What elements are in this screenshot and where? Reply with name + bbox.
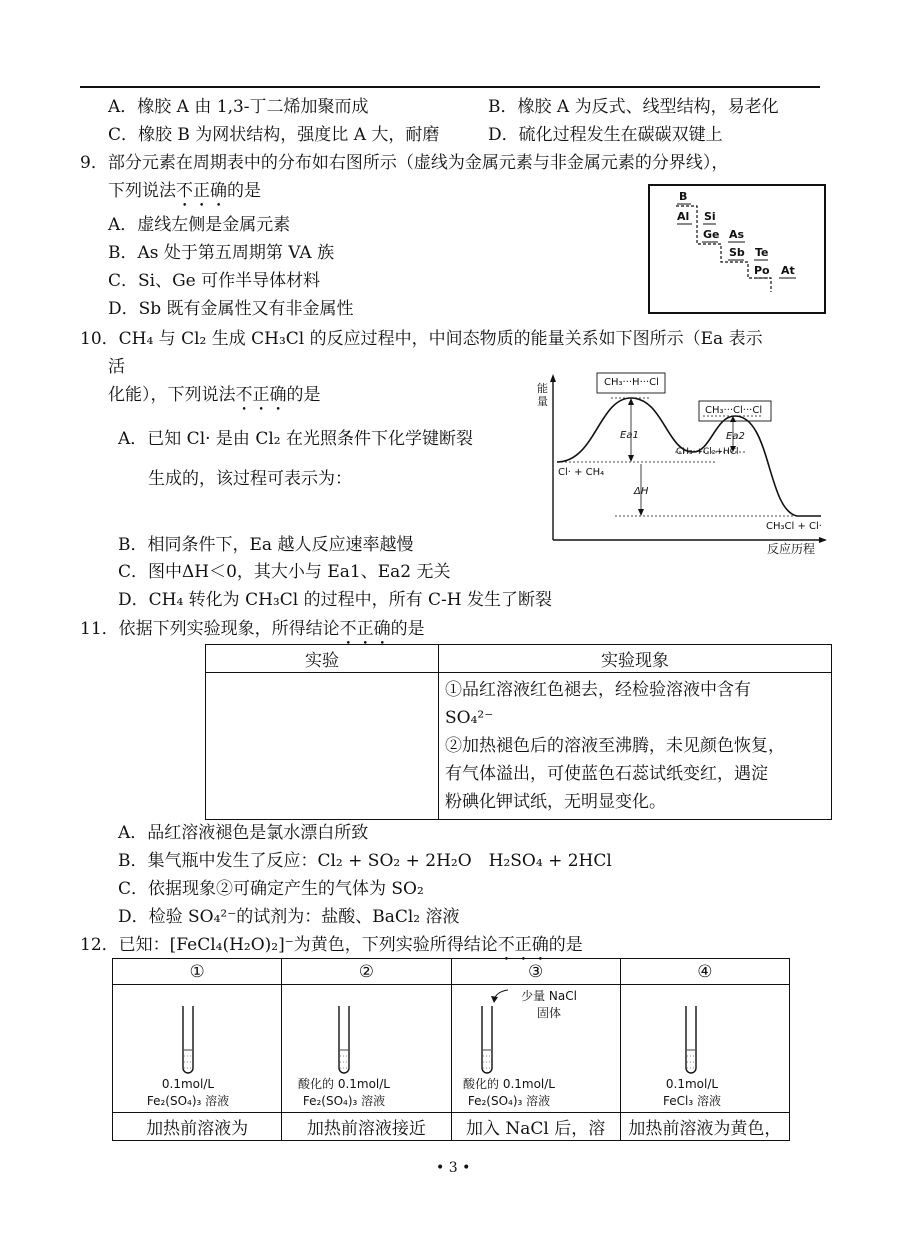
element-ge: Ge	[703, 228, 720, 241]
q11-col-experiment: 实验	[206, 645, 439, 673]
q9-option-b: B．As 处于第五周期第 VA 族	[108, 243, 335, 263]
q12-header-1: ①	[113, 959, 282, 985]
chart-end-label: CH₃Cl + Cl·	[766, 521, 822, 532]
q12-row-1: 加热前溶液为	[113, 1113, 282, 1141]
q10-option-b: B．相同条件下，Ea 越人反应速率越慢	[118, 535, 414, 555]
q9-option-d: D．Sb 既有金属性又有非金属性	[108, 299, 354, 319]
chart-xlabel: 反应历程	[767, 542, 816, 556]
q11-observation-cell	[439, 673, 832, 820]
q12-stem: 12．已知：[FeCl₄(H₂O)₂]⁻为黄色，下列实验所得结论不正确的是	[80, 935, 583, 955]
tube4-label: 0.1mol/L FeCl₃ 溶液	[663, 1077, 721, 1108]
energy-curve	[557, 398, 821, 516]
periodic-table-figure	[648, 184, 826, 314]
q11-experiment-cell	[206, 673, 439, 820]
element-po: Po	[754, 264, 770, 277]
top-rule	[80, 86, 820, 88]
element-as: As	[729, 228, 745, 241]
test-tube-4	[686, 1006, 696, 1073]
chart-ylabel: 能量	[537, 382, 548, 408]
element-si: Si	[704, 210, 716, 223]
q9-stem-line1: 9．部分元素在周期表中的分布如右图所示（虚线为金属元素与非金属元素的分界线），	[80, 153, 729, 173]
chart-ea1-label: Ea1	[620, 430, 639, 441]
q10-stem-line1: 10．CH₄ 与 Cl₂ 生成 CH₃Cl 的反应过程中，中间态物质的能量关系如下图所示（Ea 表示	[80, 329, 763, 349]
q8-option-d: D．硫化过程发生在碳碳双键上	[488, 125, 723, 145]
q9-option-a: A．虚线左侧是金属元素	[108, 215, 291, 235]
q11-obs1b: SO₄²⁻	[445, 708, 494, 728]
chart-mid-label: CH₃·+Cl₂+HCl	[676, 447, 739, 457]
q10-option-a-line1: A．已知 Cl· 是由 Cl₂ 在光照条件下化学键断裂	[118, 429, 473, 449]
q9-emphasis: 不正确	[176, 181, 227, 201]
tube2-label: 酸化的 0.1mol/L Fe₂(SO₄)₃ 溶液	[298, 1077, 390, 1108]
q10-emphasis: 不正确	[235, 385, 287, 405]
test-tube-2	[339, 1006, 349, 1073]
tube3-label: 酸化的 0.1mol/L Fe₂(SO₄)₃ 溶液	[463, 1077, 555, 1108]
q12-header-3: ③	[451, 959, 620, 985]
q11-stem: 11．依据下列实验现象，所得结论不正确的是	[80, 619, 425, 639]
chart-dh-label: ΔH	[634, 486, 649, 497]
q11-obs4: 粉碘化钾试纸，无明显变化。	[445, 792, 666, 812]
q11-obs3: 有气体溢出，可使蓝色石蕊试纸变红，遇淀	[445, 764, 768, 784]
q8-option-b: B．橡胶 A 为反式、线型结构，易老化	[488, 97, 779, 117]
q11-table	[205, 644, 832, 820]
q11-obs2: ②加热褪色后的溶液至沸腾，未见颜色恢复，	[445, 736, 785, 756]
element-b: B	[679, 190, 688, 203]
page-number: • 3 •	[436, 1160, 471, 1176]
q12-row-4: 加热前溶液为黄色，	[620, 1113, 789, 1141]
chart-ea2-label: Ea2	[726, 431, 745, 442]
q10-option-a-line2: 生成的，该过程可表示为：	[148, 469, 352, 489]
test-tube-3	[482, 990, 508, 1073]
q11-emphasis: 不正确	[339, 619, 391, 639]
q12-header-2: ②	[282, 959, 451, 985]
element-sb: Sb	[729, 246, 745, 259]
q12-row-2: 加热前溶液接近	[282, 1113, 451, 1141]
q8-option-c: C．橡胶 B 为网状结构，强度比 A 大，耐磨	[108, 125, 440, 145]
chart-ts1-label: CH₃···H···Cl	[604, 377, 659, 388]
chart-ts2-label: CH₃···Cl···Cl	[705, 405, 763, 416]
tube1-label: 0.1mol/L Fe₂(SO₄)₃ 溶液	[146, 1077, 230, 1108]
q9-option-c: C．Si、Ge 可作半导体材料	[108, 271, 321, 291]
element-at: At	[781, 264, 795, 277]
q11-col-observation: 实验现象	[439, 645, 832, 673]
q12-emphasis: 不正确	[497, 935, 549, 955]
element-te: Te	[755, 246, 769, 259]
q10-option-c: C．图中ΔH＜0，其大小与 Ea1、Ea2 无关	[118, 562, 451, 582]
q12-row-3: 加入 NaCl 后，溶	[451, 1113, 620, 1141]
q9-stem-line2: 下列说法不正确的是	[108, 181, 261, 201]
q11-obs1: ①品红溶液红色褪去，经检验溶液中含有	[445, 680, 751, 700]
q10-stem-line2: 化能），下列说法不正确的是	[108, 385, 321, 405]
q12-header-4: ④	[620, 959, 789, 985]
q10-stem-line1b: 活	[108, 357, 125, 377]
q8-option-a: A．橡胶 A 由 1,3-丁二烯加聚而成	[108, 97, 369, 117]
element-al: Al	[677, 210, 690, 223]
test-tube-1	[183, 1006, 193, 1073]
tube3-additive-label: 少量 NaCl 固体	[521, 989, 577, 1020]
chart-start-label: Cl· + CH₄	[558, 467, 605, 478]
q11-option-b: B．集气瓶中发生了反应：Cl₂ + SO₂ + 2H₂O H₂SO₄ + 2HCl	[118, 851, 612, 871]
q11-option-c: C．依据现象②可确定产生的气体为 SO₂	[118, 879, 424, 899]
q11-option-a: A．品红溶液褪色是氯水漂白所致	[118, 823, 369, 843]
q11-option-d: D．检验 SO₄²⁻的试剂为：盐酸、BaCl₂ 溶液	[118, 907, 460, 927]
q10-option-d: D．CH₄ 转化为 CH₃Cl 的过程中，所有 C-H 发生了断裂	[118, 590, 552, 610]
